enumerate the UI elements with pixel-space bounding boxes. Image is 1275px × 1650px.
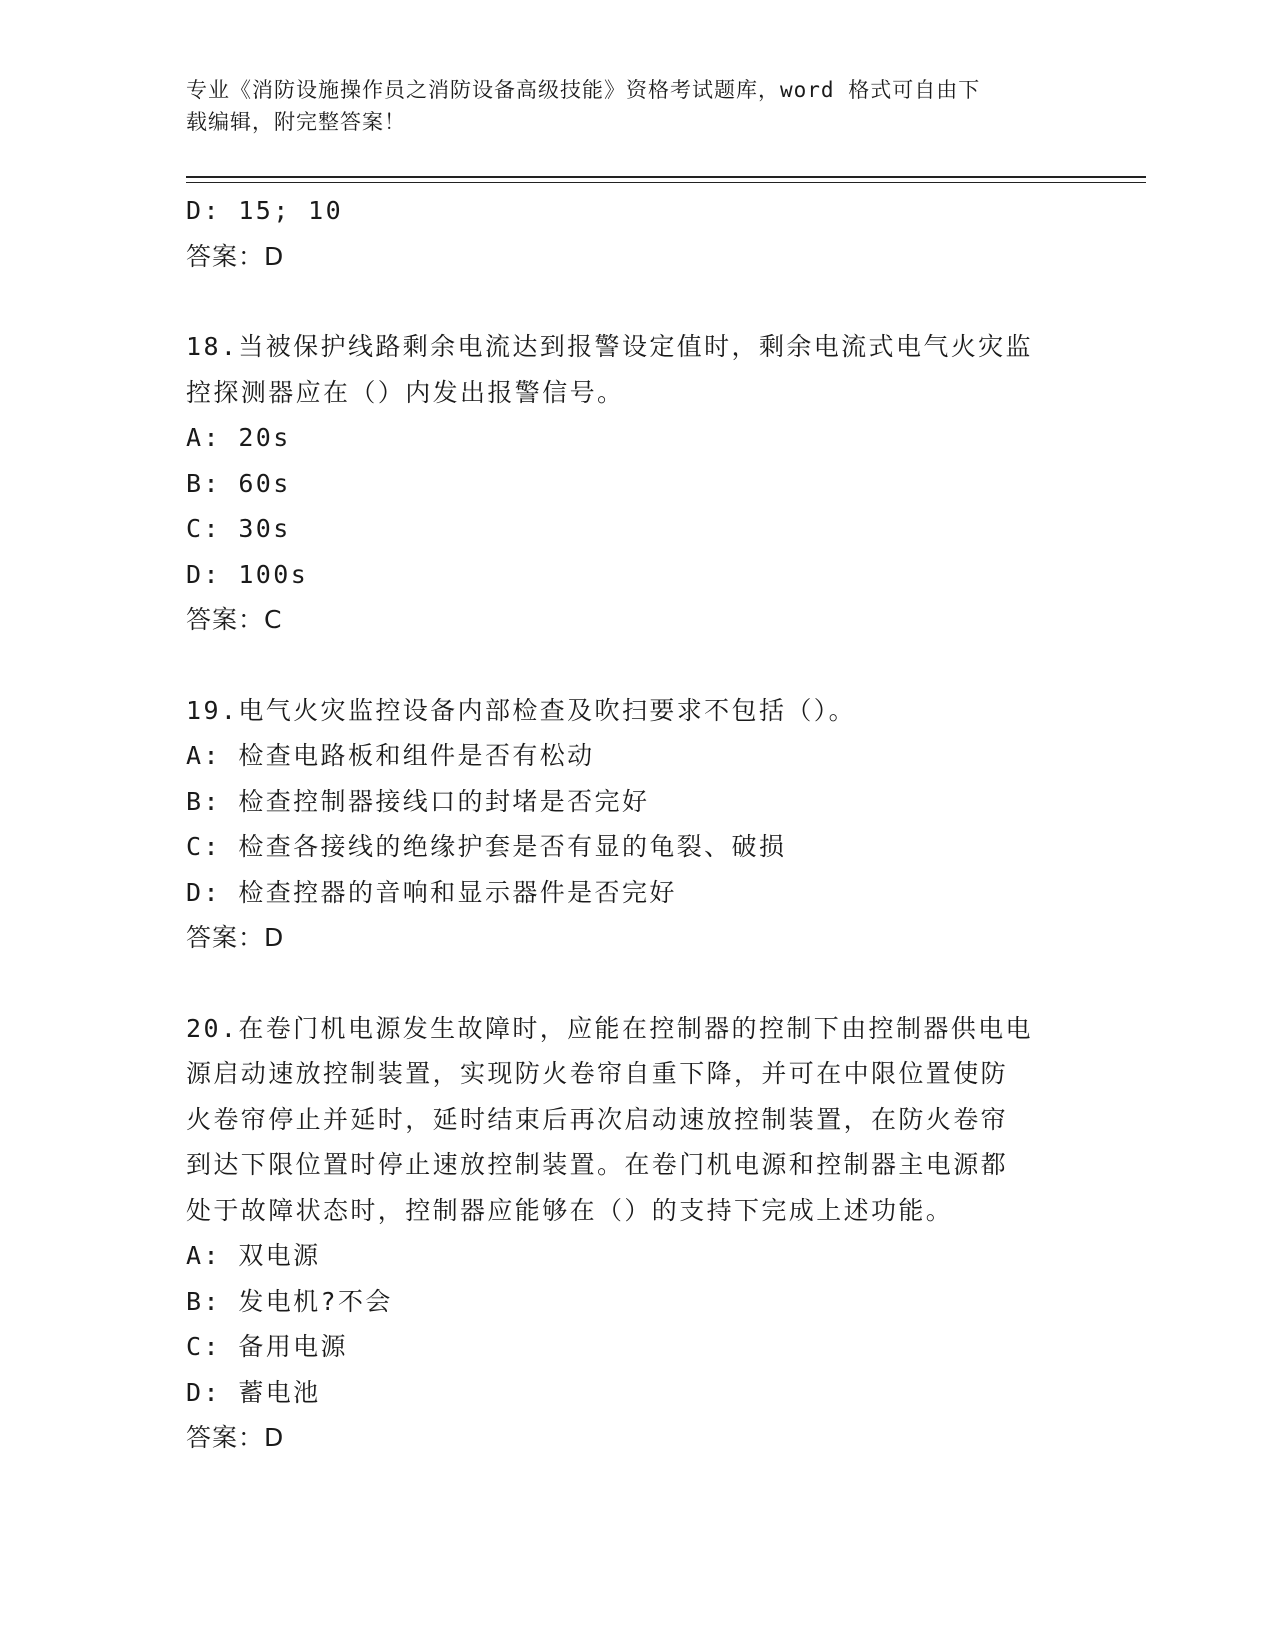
option-d: D: 蓄电池 — [186, 1377, 321, 1407]
question-text: 火卷帘停止并延时，延时结束后再次启动速放控制装置，在防火卷帘 — [186, 1104, 1009, 1134]
question-text: 源启动速放控制装置，实现防火卷帘自重下降，并可在中限位置使防 — [186, 1059, 1009, 1088]
option-c: C: 30s — [186, 514, 291, 543]
spacer — [186, 279, 1086, 324]
option-d: D: 100s — [186, 559, 309, 589]
question-text: 18.当被保护线路剩余电流达到报警设定值时，剩余电流式电气火灾监 — [186, 332, 1033, 361]
option-a: A: 双电源 — [186, 1241, 321, 1270]
answer: 答案：C — [186, 605, 283, 634]
option-b: B: 60s — [186, 468, 291, 498]
option-d: D: 检查控器的音响和显示器件是否完好 — [186, 877, 677, 907]
question-content — [186, 188, 1086, 1461]
header-line-1: 专业《消防设施操作员之消防设备高级技能》资格考试题库，word 格式可自由下 — [186, 78, 981, 102]
header-line-2: 载编辑，附完整答案！ — [186, 110, 406, 134]
option-c: C: 检查各接线的绝缘护套是否有显的龟裂、破损 — [186, 832, 787, 861]
spacer — [186, 961, 1086, 1006]
question-text: 处于故障状态时，控制器应能够在（）的支持下完成上述功能。 — [186, 1195, 954, 1225]
question-19 — [186, 688, 1086, 961]
option-b: B: 检查控制器接线口的封堵是否完好 — [186, 786, 650, 816]
question-text: 到达下限位置时停止速放控制装置。在卷门机电源和控制器主电源都 — [186, 1150, 1009, 1179]
prev-answer: 答案：D — [186, 241, 285, 271]
option-c: C: 备用电源 — [186, 1332, 348, 1361]
option-a: A: 检查电路板和组件是否有松动 — [186, 741, 595, 770]
question-20 — [186, 1006, 1086, 1461]
option-a: A: 20s — [186, 423, 291, 452]
question-18 — [186, 324, 1086, 643]
question-text: 19.电气火灾监控设备内部检查及吹扫要求不包括（）。 — [186, 695, 857, 725]
answer: 答案：D — [186, 1423, 285, 1452]
question-text: 控探测器应在（）内发出报警信号。 — [186, 377, 625, 407]
option-b: B: 发电机?不会 — [186, 1286, 393, 1316]
page-header — [186, 74, 1066, 138]
question-text: 20.在卷门机电源发生故障时，应能在控制器的控制下由控制器供电电 — [186, 1013, 1033, 1043]
header-divider-thin — [186, 182, 1146, 183]
spacer — [186, 643, 1086, 688]
prev-option-d: D: 15; 10 — [186, 196, 344, 225]
header-divider-thick — [186, 176, 1146, 178]
answer: 答案：D — [186, 923, 285, 952]
